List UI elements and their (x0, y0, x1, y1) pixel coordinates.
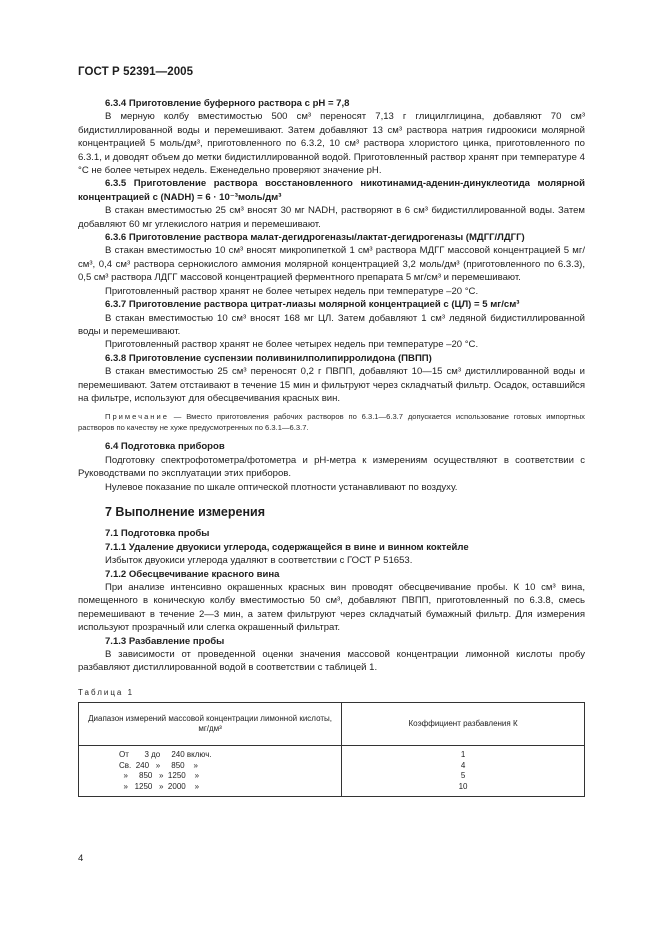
column-header-coefficient: Коэффициент разбавления К (342, 703, 585, 746)
paragraph: Подготовку спектрофотометра/фотометра и pH-метра к измерениям осуществляют в соответствии с Руководствами по эксплуатации этих приборов. (78, 454, 585, 480)
paragraph: В стакан вместимостью 25 см³ вносят 30 мг NADH, растворяют в 6 см³ бидистиллированной воды. Затем добавляют 60 мг углекислого натрия и перемешивают. (78, 205, 585, 230)
table-body (79, 746, 585, 796)
heading-6-3-5: 6.3.5 Приготовление раствора восстановленного никотинамид-аденин-динуклеотида молярной концентрацией с (NADH) = 6 · 10⁻³моль/дм³ (78, 178, 585, 203)
heading-6-3-4: 6.3.4 Приготовление буферного раствора с pH = 7,8 (105, 98, 350, 109)
heading-6-3-6: 6.3.6 Приготовление раствора малат-дегидрогеназы/лактат-дегидрогеназы (МДГГ/ЛДГГ) (105, 232, 525, 244)
dilution-table (78, 702, 585, 796)
paragraph: Приготовленный раствор хранят не более четырех недель при температуре –20 °С. (105, 285, 479, 297)
note-label: Примечание (105, 412, 169, 422)
range-cell (79, 746, 342, 796)
note-text: — Вместо приготовления рабочих растворов по 6.3.1—6.3.7 допускается использование готовых импортных растворов по качеству не хуже предусмотренных по 6.3.1—6.3.7. (78, 412, 585, 433)
range-value: » 850 » 1250 » (119, 771, 200, 781)
heading-7-1-1: 7.1.1 Удаление двуокиси углерода, содержащейся в вине и винном коктейле (105, 541, 469, 553)
heading-7-1: 7.1 Подготовка пробы (105, 528, 210, 540)
coefficient-value: 5 (460, 771, 466, 781)
coefficient-value: 1 (460, 750, 466, 760)
column-header-range: Диапазон измерений массовой концентрации лимонной кислоты, мг/дм³ (79, 703, 342, 746)
heading-7-1-3: 7.1.3 Разбавление пробы (105, 635, 225, 647)
heading-7-1-2: 7.1.2 Обесцвечивание красного вина (105, 568, 280, 580)
range-value: Св. 240 » 850 » (119, 760, 198, 770)
section-7-title: 7 Выполнение измерения (105, 504, 266, 519)
standard-header: ГОСТ Р 52391—2005 (78, 66, 194, 78)
range-value: » 1250 » 2000 » (119, 782, 200, 792)
paragraph: В стакан вместимостью 10 см³ вносят 168 мг ЦЛ. Затем добавляют 1 см³ ледяной бидистиллированной воды и перемешивают. (78, 312, 585, 337)
paragraph: В стакан вместимостью 25 см³ переносят 0,2 г ПВПП, добавляют 10—15 см³ дистиллированной воды и перемешивают. Затем отстаивают в течение 15 мин и фильтруют через складчатый фильтр. Осадок, оставшийся на фильтре, используют для обесцвечивания красных вин. (78, 366, 585, 404)
paragraph: Нулевое показание по шкале оптической плотности устанавливают по воздуху. (105, 481, 458, 493)
table-caption: Таблица 1 (78, 687, 135, 697)
coefficient-value: 4 (460, 760, 466, 770)
paragraph: В стакан вместимостью 10 см³ вносят микропипеткой 1 см³ раствора МДГГ массовой концентрацией 5 мг/см³, 0,4 см³ раствора сернокислого аммония молярной концентрацией 3,2 моль/дм³ (приготовленного по 6.3.3), 0,5 см³ раствора ЛДГГ массовой концентрацией ферментного препарата 5 мг/см³ и перемешивают. (78, 245, 585, 284)
page-number: 4 (78, 853, 84, 864)
paragraph: В мерную колбу вместимостью 500 см³ переносят 7,13 г глицилглицина, добавляют 70 см³ бидистиллированной воды и перемешивают. Затем добавляют 13 см³ раствора натрия гидроокиси молярной концентрацией 5 моль/дм³, приготовленного по 6.3.2, 10 см³ раствора хлористого цинка, приготовленного по 6.3.1, и доводят объем до метки бидистиллированной водой. Приготовленный раствор хранят при температуре 4 °С не более четырех недель. Еженедельно проверяют значение pH. (78, 111, 585, 177)
paragraph: При анализе интенсивно окрашенных красных вин проводят обесцвечивание пробы. К 10 см³ вина, помещенного в коническую колбу вместимостью 50 см³, добавляют ПВПП, приготовленный по 6.3.8, смесь перемешивают в течение 2—3 мин, а затем фильтруют через складчатый бумажный фильтр. Для измерения используют прозрачный или слегка окрашенный фильтрат. (78, 582, 585, 634)
note (78, 411, 585, 433)
heading-6-3-7: 6.3.7 Приготовление раствора цитрат-лиазы молярной концентрацией с (ЦЛ) = 5 мг/см³ (105, 299, 520, 311)
heading-6-3-8: 6.3.8 Приготовление суспензии поливинилполипирролидона (ПВПП) (105, 352, 432, 364)
table-header-row (79, 703, 585, 746)
page-content (78, 97, 585, 797)
range-value: От 3 до 240 включ. (119, 750, 212, 760)
coefficient-cell (342, 746, 585, 796)
coefficient-value: 10 (458, 782, 468, 792)
paragraph: В зависимости от проведенной оценки значения массовой концентрации лимонной кислоты пробу разбавляют дистиллированной водой в соответствии с таблицей 1. (78, 649, 585, 674)
paragraph: Приготовленный раствор хранят не более четырех недель при температуре –20 °С. (105, 339, 479, 351)
paragraph: Избыток двуокиси углерода удаляют в соответствии с ГОСТ Р 51653. (105, 555, 413, 567)
heading-6-4: 6.4 Подготовка приборов (105, 441, 225, 453)
